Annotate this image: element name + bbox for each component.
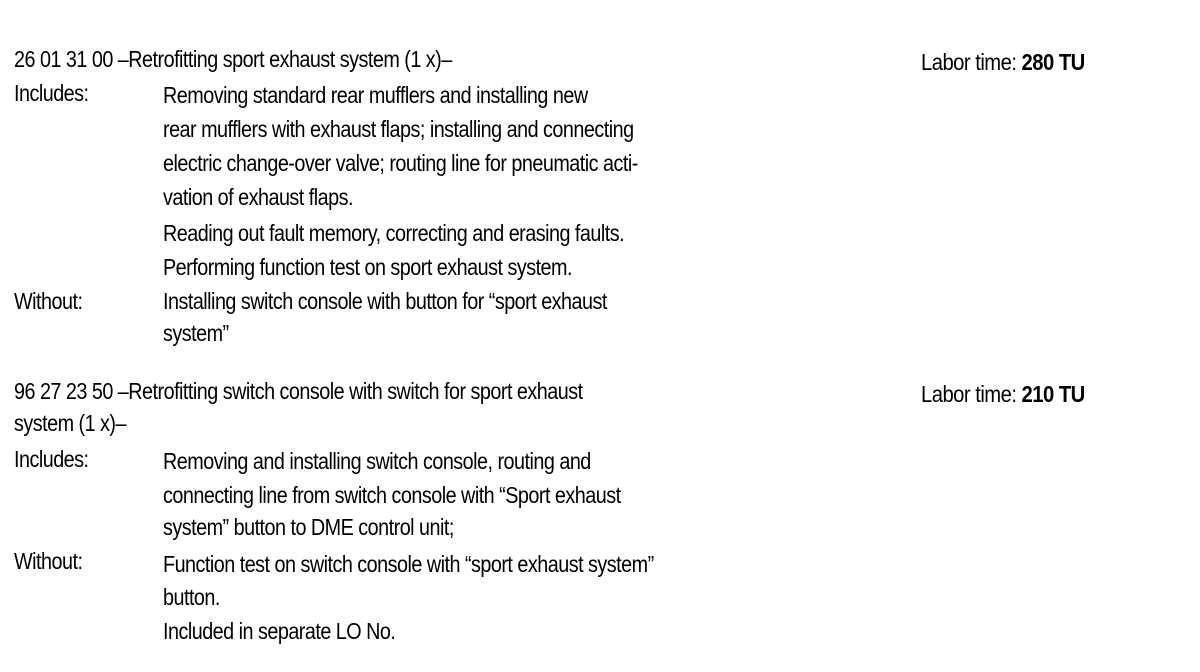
entry-2-includes-line: system” button to DME control unit; <box>163 514 454 540</box>
labor-time-label: Labor time: <box>921 381 1017 407</box>
entry-2-without-line: button. <box>163 584 220 610</box>
entry-1-without-line: Installing switch console with button for “sport exhaust <box>163 288 607 314</box>
entry-2-includes-label: Includes: <box>14 446 89 472</box>
labor-time-label: Labor time: <box>921 49 1017 75</box>
entry-2-labor-time <box>921 377 1085 411</box>
entry-1-includes-line: Removing standard rear mufflers and installing new <box>163 82 588 108</box>
entry-2-header-continued: system (1 x)– <box>14 410 127 436</box>
entry-2-without-label: Without: <box>14 548 83 574</box>
entry-1-includes-line: rear mufflers with exhaust flaps; installing and connecting <box>163 116 634 142</box>
entry-1-header: 26 01 31 00 –Retrofitting sport exhaust system (1 x)– <box>14 46 452 72</box>
entry-1-labor-time <box>921 45 1085 79</box>
entry-2-without-line: Function test on switch console with “sport exhaust system” <box>163 551 654 577</box>
labor-time-value: 210 TU <box>1021 381 1085 407</box>
entry-1-includes-line: Performing function test on sport exhaust system. <box>163 254 572 280</box>
entry-2-header: 96 27 23 50 –Retrofitting switch console with switch for sport exhaust <box>14 378 583 404</box>
entry-1-includes-line: electric change-over valve; routing line for pneumatic acti- <box>163 150 638 176</box>
entry-2-includes-line: connecting line from switch console with “Sport exhaust <box>163 482 621 508</box>
entry-1-includes-line: vation of exhaust flaps. <box>163 184 353 210</box>
entry-1-without-line: system” <box>163 320 229 346</box>
entry-1-includes-label: Includes: <box>14 80 89 106</box>
entry-1-includes-line: Reading out fault memory, correcting and erasing faults. <box>163 220 625 246</box>
entry-2-without-line: Included in separate LO No. <box>163 618 396 644</box>
labor-time-value: 280 TU <box>1021 49 1085 75</box>
entry-1-without-label: Without: <box>14 288 83 314</box>
entry-2-includes-line: Removing and installing switch console, routing and <box>163 448 591 474</box>
